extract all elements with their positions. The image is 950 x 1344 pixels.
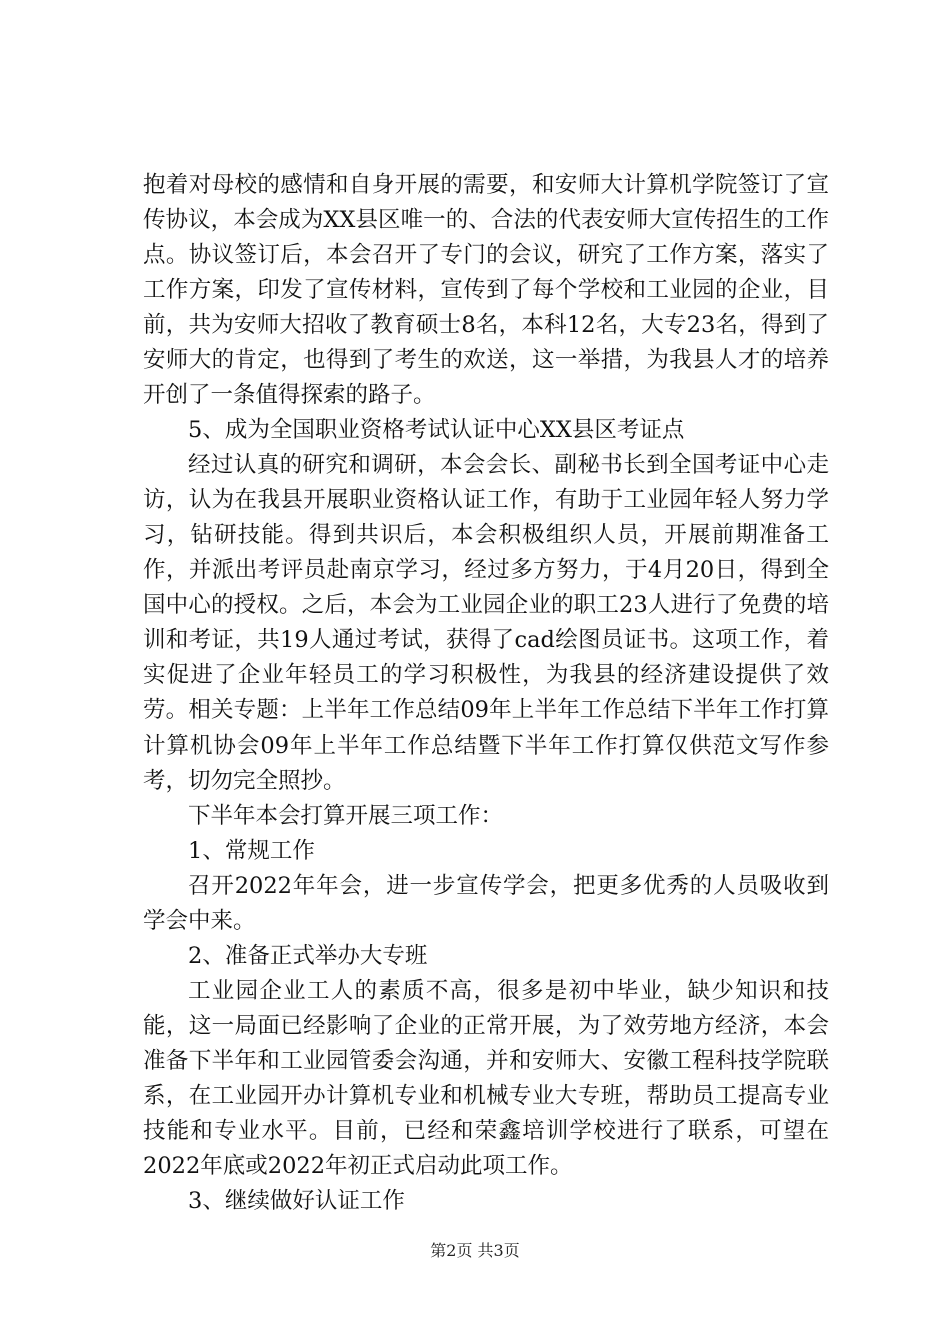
paragraph-text: 召开2022年年会，进一步宣传学会，把更多优秀的人员吸收到学会中来。 bbox=[143, 872, 829, 934]
section-heading: 1、常规工作 bbox=[188, 837, 315, 864]
section-heading: 2、准备正式举办大专班 bbox=[188, 942, 428, 969]
page-footer: 第2页 共3页 bbox=[430, 1241, 520, 1260]
paragraph-text: 工业园企业工人的素质不高，很多是初中毕业，缺少知识和技能，这一局面已经影响了企业的正常开展，为了效劳地方经济，本会准备下半年和工业园管委会沟通，并和安师大、安徽工程科技学院联系，在工业园开办计算机专业和机械专业大专班，帮助员工提高专业技能和专业水平。目前，已经和荣鑫培训学校进行了联系，可望在2022年底或2022年初正式启动此项工作。 bbox=[143, 977, 829, 1179]
document-body bbox=[143, 168, 829, 1219]
paragraph-text: 抱着对母校的感情和自身开展的需要，和安师大计算机学院签订了宣传协议，本会成为XX县区唯一的、合法的代表安师大宣传招生的工作点。协议签订后，本会召开了专门的会议，研究了工作方案，落实了工作方案，印发了宣传材料，宣传到了每个学校和工业园的企业，目前，共为安师大招收了教育硕士8名，本科12名，大专23名，得到了安师大的肯定，也得到了考生的欢送，这一举措，为我县人才的培养开创了一条值得探索的路子。 bbox=[143, 172, 829, 409]
paragraph-text: 经过认真的研究和调研，本会会长、副秘书长到全国考证中心走访，认为在我县开展职业资格认证工作，有助于工业园年轻人努力学习，钻研技能。得到共识后，本会积极组织人员，开展前期准备工作，并派出考评员赴南京学习，经过多方努力，于4月20日，得到全国中心的授权。之后，本会为工业园企业的职工23人进行了免费的培训和考证，共19人通过考试，获得了cad绘图员证书。这项工作，着实促进了企业年轻员工的学习积极性，为我县的经济建设提供了效劳。相关专题：上半年工作总结09年上半年工作总结下半年工作打算计算机协会09年上半年工作总结暨下半年工作打算仅供范文写作参考，切勿完全照抄。 bbox=[143, 452, 829, 794]
section-heading: 5、成为全国职业资格考试认证中心XX县区考证点 bbox=[188, 417, 685, 444]
paragraph-text: 下半年本会打算开展三项工作： bbox=[188, 802, 504, 829]
section-heading: 3、继续做好认证工作 bbox=[188, 1187, 405, 1214]
